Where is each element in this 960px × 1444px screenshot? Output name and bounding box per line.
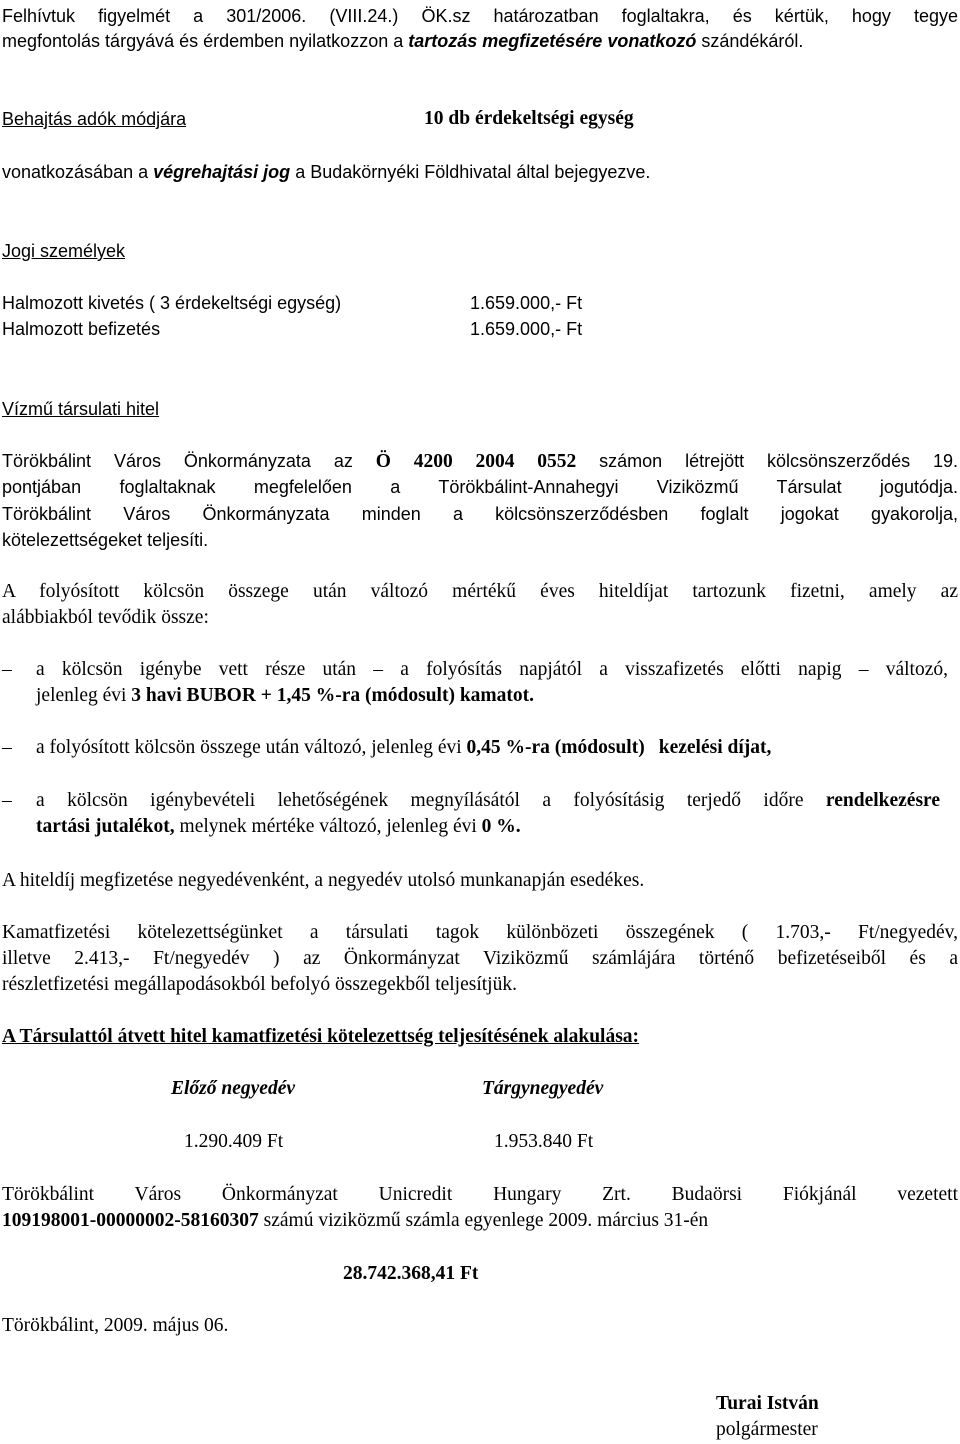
- vizmu-p1-line-4: kötelezettségeket teljesíti.: [2, 530, 209, 550]
- vizmu-p1-line-3: Törökbálint Város Önkormányzata minden a kölcsönszerződésben foglalt jogokat gyakorolja,: [2, 504, 958, 524]
- signer-title: polgármester: [716, 1419, 818, 1440]
- vizmu-heading: Vízmű társulati hitel: [2, 399, 160, 419]
- behajtas-emphasis: végrehajtási jog: [153, 162, 291, 182]
- jogi-row1-label: Halmozott kivetés ( 3 érdekeltségi egység): [2, 293, 342, 313]
- jogi-row2-value: 1.659.000,- Ft: [470, 319, 583, 339]
- jogi-heading: Jogi személyek: [2, 241, 126, 261]
- jogi-row1-value: 1.659.000,- Ft: [470, 293, 583, 313]
- tarsulat-heading: A Társulattól átvett hitel kamatfizetési kötelezettség teljesítésének alakulása:: [2, 1026, 640, 1047]
- signer-name: Turai István: [716, 1393, 819, 1414]
- bullet-2-dash: –: [2, 737, 12, 758]
- bullet-3-line-1: a kölcsön igénybevételi lehetőségének megnyílásától a folyósításig terjedő időre rendelkezésre: [36, 790, 940, 811]
- szamla-line-1: Törökbálint Város Önkormányzat Unicredit Hungary Zrt. Budaörsi Fiókjánál vezetett: [2, 1184, 958, 1205]
- vizmu-p1-line-1: Törökbálint Város Önkormányzata az Ö 4200 2004 0552 számon létrejött kölcsönszerződés 19.: [2, 451, 959, 472]
- kezelesi-dij: kezelési díjat,: [658, 737, 772, 758]
- jogi-row2-label: Halmozott befizetés: [2, 319, 161, 339]
- bullet-2-line: a folyósított kölcsön összege után változó, jelenleg évi 0,45 %-ra (módosult) kezelési díjat,: [36, 737, 772, 758]
- kamat-line-1: Kamatfizetési kötelezettségünket a társulati tagok különbözeti összegének ( 1.703,- Ft/negyedév,: [2, 922, 958, 943]
- account-number: 109198001-00000002-58160307: [2, 1210, 259, 1231]
- col-targynegyedev-value: 1.953.840 Ft: [494, 1131, 594, 1152]
- bullet-3-line-2: tartási jutalékot, melynek mértéke változó, jelenleg évi 0 %.: [36, 816, 521, 837]
- bullet-1-line-2: jelenleg évi 3 havi BUBOR + 1,45 %-ra (módosult) kamatot.: [36, 685, 535, 706]
- place-date: Törökbálint, 2009. május 06.: [2, 1315, 229, 1336]
- szamla-line-2: 109198001-00000002-58160307 számú viziközmű számla egyenlege 2009. március 31-én: [2, 1210, 709, 1231]
- hiteldij-sentence: A hiteldíj megfizetése negyedévenként, a negyedév utolsó munkanapján esedékes.: [2, 870, 645, 891]
- behajtas-description: vonatkozásában a végrehajtási jog a Budakörnyéki Földhivatal által bejegyezve.: [2, 162, 651, 182]
- intro-emphasis: tartozás megfizetésére vonatkozó: [408, 31, 697, 51]
- col-elozo-negyedev-label: Előző negyedév: [171, 1078, 296, 1099]
- kezelesi-rate: 0,45 %-ra (módosult): [466, 737, 645, 758]
- account-balance: 28.742.368,41 Ft: [343, 1263, 479, 1284]
- tartasi-jutalek: tartási jutalékot,: [36, 816, 175, 837]
- kamat-line-2: illetve 2.413,- Ft/negyedév ) az Önkormányzat Viziközmű számlájára történő befizetéseiből és a: [2, 948, 958, 969]
- contract-number: Ö 4200 2004 0552: [375, 451, 577, 472]
- vizmu-p2-line-2: alábbiakból tevődik össze:: [2, 607, 209, 628]
- behajtas-units: 10 db érdekeltségi egység: [424, 108, 634, 129]
- intro-line-1: Felhívtuk figyelmét a 301/2006. (VIII.24.) ÖK.sz határozatban foglaltakra, és kértük, hogy tegye: [2, 6, 958, 26]
- intro-line-2: megfontolás tárgyává és érdemben nyilatkozzon a tartozás megfizetésére vonatkozó szándékáról.: [2, 31, 804, 51]
- kamat-line-3: részletfizetési megállapodásokból befolyó összegekből teljesítjük.: [2, 974, 517, 995]
- bullet-1-dash: –: [2, 659, 12, 680]
- bubor-rate: 3 havi BUBOR + 1,45 %-ra (módosult) kamatot.: [131, 685, 535, 706]
- bullet-1-line-1: a kölcsön igénybe vett része után – a folyósítás napjától a visszafizetés előtti napig – változó,: [36, 659, 948, 680]
- vizmu-p1-line-2: pontjában foglaltaknak megfelelően a Törökbálint-Annahegyi Viziközmű Társulat jogutódja.: [2, 477, 958, 497]
- bullet-3-dash: –: [2, 790, 12, 811]
- col-elozo-negyedev-value: 1.290.409 Ft: [184, 1131, 284, 1152]
- behajtas-heading: Behajtás adók módjára: [2, 109, 187, 129]
- rendelkezesre: rendelkezésre: [825, 790, 940, 811]
- vizmu-p2-line-1: A folyósított kölcsön összege után változó mértékű éves hiteldíjat tartozunk fizetni, amely az: [2, 581, 958, 602]
- col-targynegyedev-label: Tárgynegyedév: [482, 1078, 604, 1099]
- jutalek-rate: 0 %.: [481, 816, 521, 837]
